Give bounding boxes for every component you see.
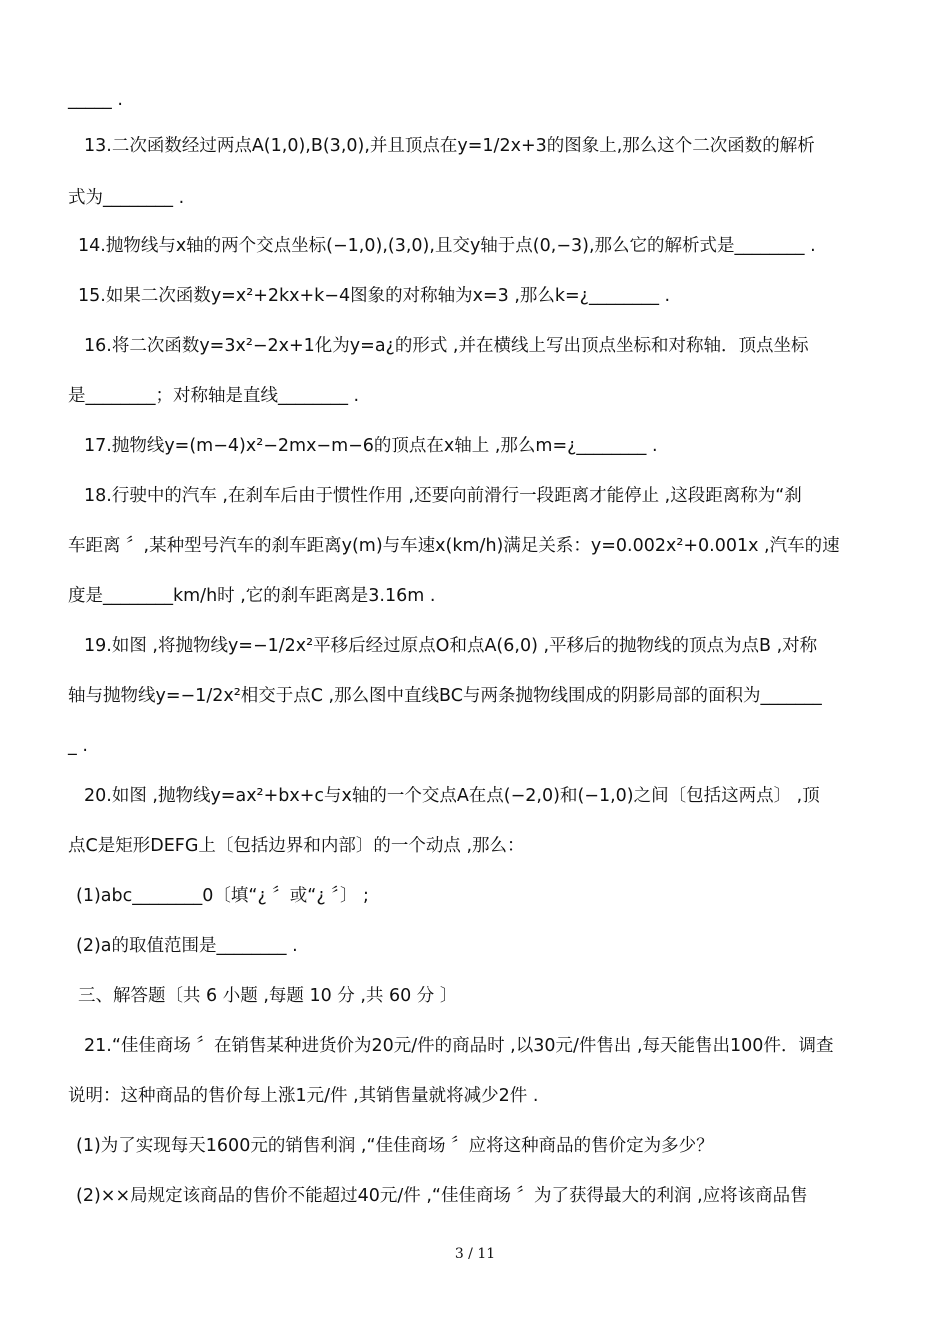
text-line: 是________；对称轴是直线________ . xyxy=(68,386,360,406)
text-line: 车距离 〞,某种型号汽车的刹车距离y(m)与车速x(km/h)满足关系：y=0.002x²+0.001x ,汽车的速 xyxy=(68,536,840,556)
sub-question: (2)a的取值范围是________ . xyxy=(76,936,298,956)
question-18: 18.行驶中的汽车 ,在刹车后由于惯性作用 ,还要向前滑行一段距离才能停止 ,这段距离称为“刹 xyxy=(84,486,802,506)
text-line: 式为________ . xyxy=(68,188,185,208)
text-line: 点C是矩形DEFG上〔包括边界和内部〕的一个动点 ,那么： xyxy=(68,836,525,856)
question-15: 15.如果二次函数y=x²+2kx+k−4图象的对称轴为x=3 ,那么k=¿________ . xyxy=(78,286,671,306)
question-20: 20.如图 ,抛物线y=ax²+bx+c与x轴的一个交点A在点(−2,0)和(−1,0)之间〔包括这两点〕 ,顶 xyxy=(84,786,820,806)
question-16: 16.将二次函数y=3x²−2x+1化为y=a¿的形式 ,并在横线上写出顶点坐标和对称轴．顶点坐标 xyxy=(84,336,809,356)
question-13: 13.二次函数经过两点A(1,0),B(3,0),并且顶点在y=1/2x+3的图象上,那么这个二次函数的解析 xyxy=(84,136,815,156)
text-line: 度是________km/h时 ,它的刹车距离是3.16m . xyxy=(68,586,436,606)
sub-question: (1)abc________0〔填“¿ 〞或“¿ 〞〕 ; xyxy=(76,886,369,906)
question-21: 21.“佳佳商场 〞在销售某种进货价为20元/件的商品时 ,以30元/件售出 ,每天能售出100件．调查 xyxy=(84,1036,834,1056)
text-line: _ . xyxy=(68,736,88,756)
section-heading: 三、解答题〔共 6 小题 ,每题 10 分 ,共 60 分 〕 xyxy=(78,986,458,1006)
text-line: _____ . xyxy=(68,90,123,110)
sub-question: (1)为了实现每天1600元的销售利润 ,“佳佳商场 〞应将这种商品的售价定为多少？ xyxy=(76,1136,714,1156)
text-line: 轴与抛物线y=−1/2x²相交于点C ,那么图中直线BC与两条抛物线围成的阴影局部的面积为_______ xyxy=(68,686,822,706)
question-17: 17.抛物线y=(m−4)x²−2mx−m−6的顶点在x轴上 ,那么m=¿________ . xyxy=(84,436,658,456)
page-number: 3 / 11 xyxy=(454,1246,496,1262)
question-14: 14.抛物线与x轴的两个交点坐标(−1,0),(3,0),且交y轴于点(0,−3),那么它的解析式是________ . xyxy=(78,236,816,256)
text-line: 说明：这种商品的售价每上涨1元/件 ,其销售量就将减少2件 . xyxy=(68,1086,539,1106)
sub-question: (2)××局规定该商品的售价不能超过40元/件 ,“佳佳商场 〞为了获得最大的利润 ,应将该商品售 xyxy=(76,1186,808,1206)
question-19: 19.如图 ,将抛物线y=−1/2x²平移后经过原点O和点A(6,0) ,平移后的抛物线的顶点为点B ,对称 xyxy=(84,636,818,656)
